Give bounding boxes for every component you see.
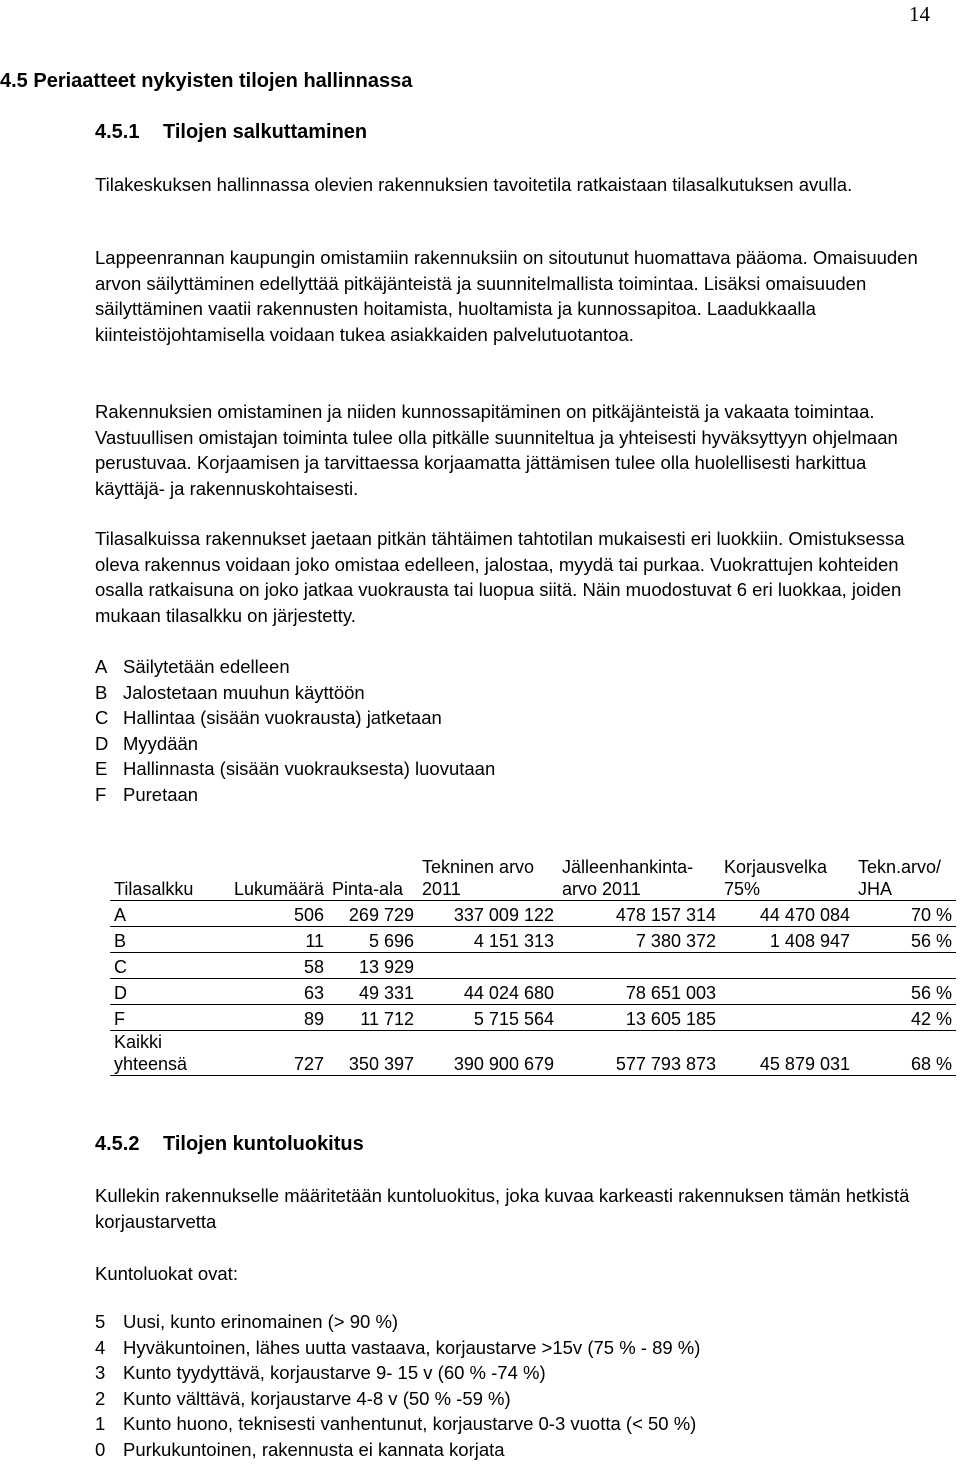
table-cell [720, 953, 854, 979]
grade-number: 1 [95, 1413, 106, 1435]
table-cell: D [110, 979, 222, 1005]
grade-label: Hyväkuntoinen, lähes uutta vastaava, korjaustarve >15v (75 % - 89 %) [123, 1336, 701, 1358]
column-header: Tekninen arvo 2011 [418, 852, 558, 901]
table-row [110, 1005, 956, 1031]
table-cell: 478 157 314 [558, 901, 720, 927]
table-row [110, 901, 956, 927]
table-cell: 45 879 031 [720, 1031, 854, 1076]
grade-list [95, 1309, 700, 1463]
list-item [95, 782, 495, 808]
list-item [95, 1437, 700, 1463]
table-cell: 390 900 679 [418, 1031, 558, 1076]
table-cell [854, 953, 956, 979]
column-header: Jälleenhankinta-arvo 2011 [558, 852, 720, 901]
column-header: Tilasalkku [110, 852, 222, 901]
table-cell: 63 [222, 979, 328, 1005]
paragraph: Tilakeskuksen hallinnassa olevien rakennuksien tavoitetila ratkaistaan tilasalkutuksen avulla. [95, 174, 853, 195]
list-item [95, 731, 495, 757]
table-cell: 70 % [854, 901, 956, 927]
table-cell [558, 953, 720, 979]
table-cell: 44 024 680 [418, 979, 558, 1005]
table-cell: 11 [222, 927, 328, 953]
class-label: Puretaan [123, 783, 199, 805]
section-heading: 4.5 Periaatteet nykyisten tilojen hallinnassa [0, 70, 413, 92]
table-total-row [110, 1031, 956, 1076]
table-cell: 13 605 185 [558, 1005, 720, 1031]
list-item [95, 680, 495, 706]
table-cell: 5 715 564 [418, 1005, 558, 1031]
subsection-heading-kuntoluokitus [95, 1133, 364, 1156]
class-label: Säilytetään edelleen [123, 656, 290, 677]
list-item [95, 654, 495, 680]
list-item [95, 1360, 700, 1386]
table-cell: 506 [222, 901, 328, 927]
class-letter: A [95, 656, 108, 677]
table-row [110, 927, 956, 953]
class-label: Jalostetaan muuhun käyttöön [123, 681, 365, 703]
column-header: Korjausvelka 75% [720, 852, 854, 901]
grade-number: 2 [95, 1387, 106, 1409]
class-label: Myydään [123, 732, 199, 754]
table-cell: 13 929 [328, 953, 418, 979]
grade-label: Purkukuntoinen, rakennusta ei kannata korjata [123, 1438, 505, 1460]
portfolio-table [110, 852, 956, 1076]
table-cell [418, 953, 558, 979]
table-row [110, 979, 956, 1005]
list-item [95, 756, 495, 782]
subsection-title: Tilojen kuntoluokitus [163, 1133, 364, 1155]
table-cell: 11 712 [328, 1005, 418, 1031]
table-row [110, 953, 956, 979]
list-item [95, 1386, 700, 1412]
subsection-title: Tilojen salkuttaminen [163, 121, 368, 143]
table-cell: 56 % [854, 927, 956, 953]
paragraph: Lappeenrannan kaupungin omistamiin rakennuksiin on sitoutunut huomattava pääoma. Omaisuuden arvon säilyttäminen edellyttää pitkäjänteistä ja suunnitelmallista toimintaa. Lisäksi omaisuuden säilyttäminen vaatii rakennusten hoitamista, huoltamista ja kunnossapitoa. Laadukkaalla kiinteistöjohtamisella voidaan tukea asiakkaiden palvelutuotantoa. [95, 247, 918, 346]
grade-number: 4 [95, 1336, 106, 1358]
column-header: Lukumäärä [222, 852, 328, 901]
table-header-row [110, 852, 956, 901]
list-item [95, 1411, 700, 1437]
table-cell: 727 [222, 1031, 328, 1076]
class-label: Hallinnasta (sisään vuokrauksesta) luovutaan [123, 758, 496, 780]
subsection-heading-salkuttaminen [95, 121, 367, 144]
paragraph: Kullekin rakennukselle määritetään kuntoluokitus, joka kuvaa karkeasti rakennuksen tämän hetkistä korjaustarvetta [95, 1185, 910, 1232]
table-cell: 42 % [854, 1005, 956, 1031]
list-item [95, 1335, 700, 1361]
grade-number: 0 [95, 1438, 106, 1460]
class-letter: E [95, 758, 108, 780]
class-list [95, 654, 495, 808]
table-cell: 337 009 122 [418, 901, 558, 927]
table-cell: A [110, 901, 222, 927]
page-number: 14 [909, 2, 930, 26]
table-cell [720, 979, 854, 1005]
class-letter: B [95, 681, 108, 703]
table-cell: 7 380 372 [558, 927, 720, 953]
grades-intro: Kuntoluokat ovat: [95, 1263, 238, 1284]
table-cell [720, 1005, 854, 1031]
table-cell: 49 331 [328, 979, 418, 1005]
column-header: Pinta-ala [328, 852, 418, 901]
class-label: Hallintaa (sisään vuokrausta) jatketaan [123, 707, 442, 729]
grade-label: Kunto tyydyttävä, korjaustarve 9- 15 v (60 % -74 %) [123, 1362, 546, 1384]
table-cell: 269 729 [328, 901, 418, 927]
table-cell: 5 696 [328, 927, 418, 953]
table-cell: 56 % [854, 979, 956, 1005]
grade-number: 5 [95, 1311, 106, 1332]
table-cell: F [110, 1005, 222, 1031]
table-cell: 58 [222, 953, 328, 979]
grade-label: Kunto välttävä, korjaustarve 4-8 v (50 % -59 %) [123, 1387, 511, 1409]
grade-label: Uusi, kunto erinomainen (> 90 %) [123, 1311, 399, 1332]
grade-number: 3 [95, 1362, 106, 1384]
table-cell: 44 470 084 [720, 901, 854, 927]
table-cell: C [110, 953, 222, 979]
table-cell: 350 397 [328, 1031, 418, 1076]
table-cell: 68 % [854, 1031, 956, 1076]
table-cell: B [110, 927, 222, 953]
column-header: Tekn.arvo/ JHA [854, 852, 956, 901]
list-item [95, 1309, 700, 1335]
table-cell: 1 408 947 [720, 927, 854, 953]
paragraph: Rakennuksien omistaminen ja niiden kunnossapitäminen on pitkäjänteistä ja vakaata toimintaa. Vastuullisen omistajan toiminta tulee olla pitkälle suunniteltua ja yhteisesti hyväksyttyyn ohjelmaan perustuvaa. Korjaamisen ja tarvittaessa korjaamatta jättämisen tulee olla huolellisesti harkittua käyttäjä- ja rakennuskohtaisesti. [95, 401, 898, 500]
table-cell: 78 651 003 [558, 979, 720, 1005]
grade-label: Kunto huono, teknisesti vanhentunut, korjaustarve 0-3 vuotta (< 50 %) [123, 1413, 697, 1435]
table-cell: 89 [222, 1005, 328, 1031]
table-cell: 4 151 313 [418, 927, 558, 953]
subsection-number: 4.5.1 [95, 121, 140, 143]
subsection-number: 4.5.2 [95, 1133, 140, 1155]
table-cell: 577 793 873 [558, 1031, 720, 1076]
class-letter: F [95, 783, 107, 805]
paragraph: Tilasalkuissa rakennukset jaetaan pitkän tähtäimen tahtotilan mukaisesti eri luokkiin. Omistuksessa oleva rakennus voidaan joko omistaa edelleen, jalostaa, myydä tai purkaa. Vuokrattujen kohteiden osalla ratkaisuna on joko jatkaa vuokrausta tai luopua siitä. Näin muodostuvat 6 eri luokkaa, joiden mukaan tilasalkku on järjestetty. [95, 528, 905, 627]
class-letter: C [95, 707, 109, 729]
table-cell: Kaikki yhteensä [110, 1031, 222, 1076]
class-letter: D [95, 732, 109, 754]
list-item [95, 705, 495, 731]
